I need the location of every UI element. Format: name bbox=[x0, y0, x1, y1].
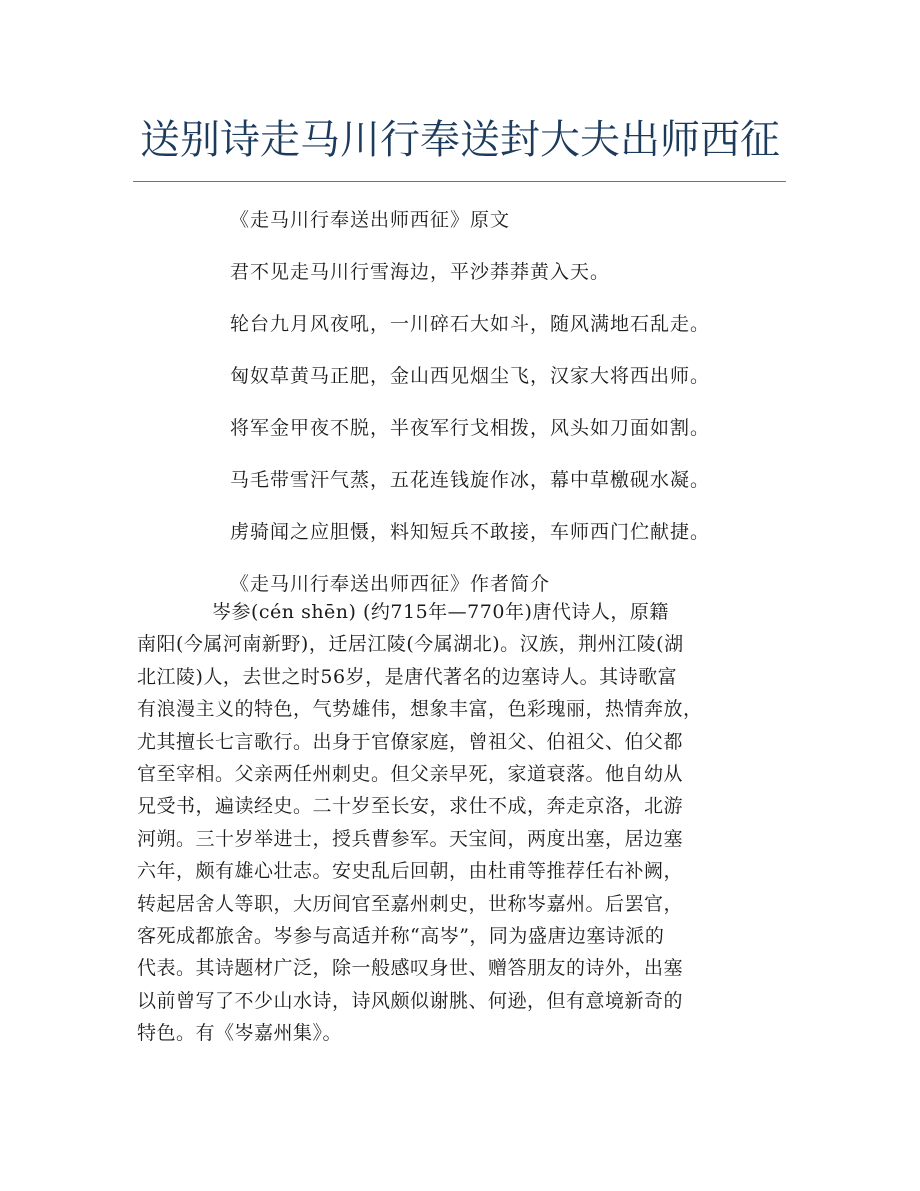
poem-section bbox=[230, 205, 790, 621]
poem-line: 虏骑闻之应胆慑，料知短兵不敢接，车师西门伫献捷。 bbox=[230, 521, 711, 543]
bio-line: 岑参(cén shēn) (约715年—770年)唐代诗人，原籍 bbox=[212, 601, 669, 623]
title-divider bbox=[133, 181, 786, 182]
bio-line: 兄受书，遍读经史。二十岁至长安，求仕不成，奔走京洛，北游 bbox=[137, 795, 684, 818]
bio-line: 南阳(今属河南新野)，迁居江陵(今属湖北)。汉族，荆州江陵(湖 bbox=[137, 633, 684, 656]
bio-line: 代表。其诗题材广泛，除一般感叹身世、赠答朋友的诗外，出塞 bbox=[137, 957, 684, 980]
poem-line: 轮台九月风夜吼，一川碎石大如斗，随风满地石乱走。 bbox=[230, 313, 711, 335]
bio-line: 六年，颇有雄心壮志。安史乱后回朝，由杜甫等推荐任右补阙， bbox=[137, 860, 684, 883]
poem-line: 将军金甲夜不脱，半夜军行戈相拨，风头如刀面如割。 bbox=[230, 417, 711, 439]
bio-line: 客死成都旅舍。岑参与高适并称“高岑”，同为盛唐边塞诗派的 bbox=[137, 924, 665, 947]
bio-line: 官至宰相。父亲两任州刺史。但父亲早死，家道衰落。他自幼从 bbox=[137, 762, 684, 785]
poem-heading: 《走马川行奉送出师西征》原文 bbox=[230, 209, 511, 231]
bio-line: 尤其擅长七言歌行。出身于官僚家庭，曾祖父、伯祖父、伯父都 bbox=[137, 730, 684, 753]
bio-line: 北江陵)人，去世之时56岁，是唐代著名的边塞诗人。其诗歌富 bbox=[137, 665, 678, 688]
bio-line: 有浪漫主义的特色，气势雄伟，想象丰富，色彩瑰丽，热情奔放， bbox=[137, 698, 703, 721]
document-title: 送别诗走马川行奉送封大夫出师西征 bbox=[140, 117, 780, 163]
bio-line: 河朔。三十岁举进士，授兵曹参军。天宝间，两度出塞，居边塞 bbox=[137, 827, 684, 850]
bio-line: 以前曾写了不少山水诗，诗风颇似谢朓、何逊，但有意境新奇的 bbox=[137, 989, 684, 1012]
bio-line: 转起居舍人等职，大历间官至嘉州刺史，世称岑嘉州。后罢官， bbox=[137, 892, 684, 915]
poem-line: 马毛带雪汗气蒸，五花连钱旋作冰，幕中草檄砚水凝。 bbox=[230, 469, 711, 491]
author-heading: 《走马川行奉送出师西征》作者简介 bbox=[230, 573, 551, 595]
poem-line: 匈奴草黄马正肥，金山西见烟尘飞，汉家大将西出师。 bbox=[230, 365, 711, 387]
poem-line: 君不见走马川行雪海边，平沙莽莽黄入天。 bbox=[230, 261, 611, 283]
author-biography bbox=[137, 596, 777, 1049]
bio-line: 特色。有《岑嘉州集》。 bbox=[137, 1022, 343, 1045]
